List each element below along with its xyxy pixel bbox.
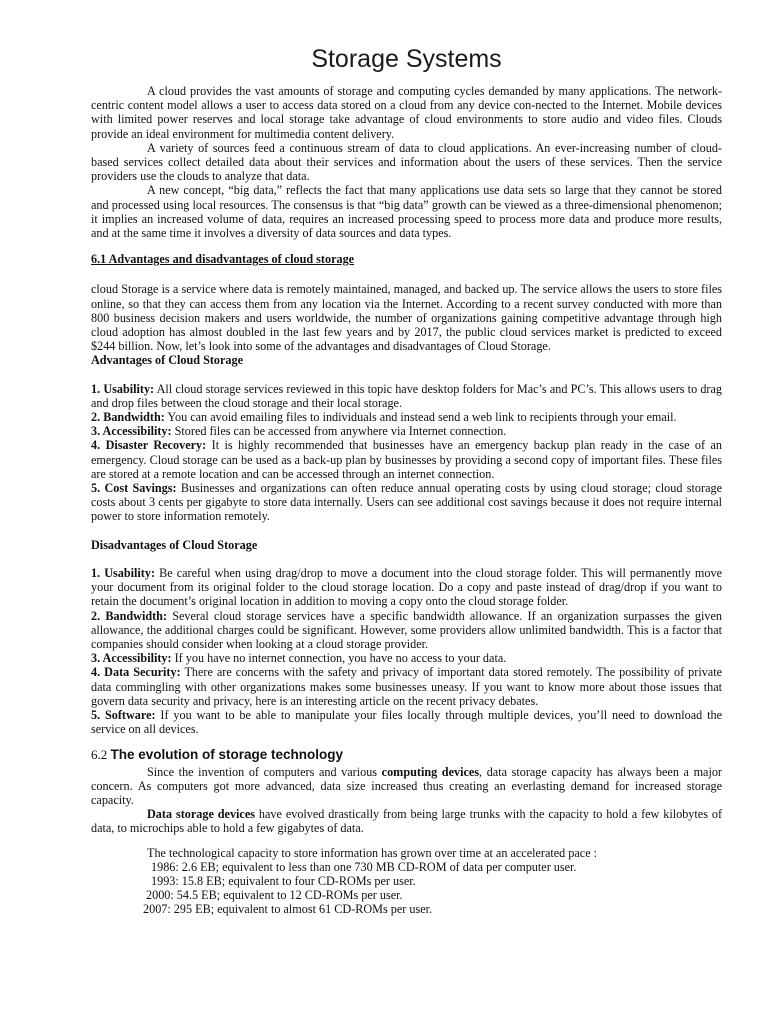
section-6-1-heading: 6.1 Advantages and disadvantages of cloud storage <box>91 252 355 267</box>
disadvantage-item <box>91 609 722 652</box>
section-6-2-paragraph-1 <box>91 765 722 808</box>
capacity-item: 2000: 54.5 EB; equivalent to 12 CD-ROMs per user. <box>146 888 403 903</box>
disadvantage-text: Several cloud storage services have a specific bandwidth allowance. If an organization surpasses the given allowance, the additional charges could be significant. However, some providers allow unlimited bandwidth. This is a factor that companies should consider when looking at a cloud storage provider. <box>91 608 723 651</box>
disadvantage-item <box>91 651 722 665</box>
advantage-label: 1. Usability: <box>91 381 155 396</box>
document-page <box>91 0 722 917</box>
advantage-item <box>91 438 722 481</box>
page-title: Storage Systems <box>311 45 502 73</box>
disadvantage-item <box>91 665 722 708</box>
capacity-item: 2007: 295 EB; equivalent to almost 61 CD-ROMs per user. <box>143 902 433 917</box>
advantage-text: Businesses and organizations can often reduce annual operating costs by using cloud storage; cloud storage costs about 3 cents per gigabyte to store data internally. Users can see additional cost savings because it does not require internal power to store information remotely. <box>91 481 722 524</box>
advantage-item <box>91 424 722 438</box>
disadvantages-list <box>91 566 722 736</box>
section-6-1-body: cloud Storage is a service where data is remotely maintained, managed, and backed up. The service allows the users to store files online, so that they can access them from any location via the Internet. According to a recent survey conducted with more than 800 business decision makers and users worldwide, the number of organizations gaining competitive advantage through high cloud adoption has almost doubled in the last few years and by 2017, the public cloud services market is predicted to exceed $244 billion. Now, let’s look into some of the advantages and disadvantages of Cloud Storage. <box>91 282 722 354</box>
section-6-2-heading <box>91 748 722 762</box>
disadvantage-label: 2. Bandwidth: <box>91 608 168 623</box>
intro-paragraph-3: A new concept, “big data,” reflects the fact that many applications use data sets so large that they cannot be stored and processed using local resources. The consensus is that “big data” growth can be viewed as a three-dimensional phenomenon; it implies an increased volume of data, requires an increased processing speed to process more data and produce more results, and at the same time it involves a diversity of data sources and data types. <box>91 183 722 241</box>
section-title: The evolution of storage technology <box>110 747 344 763</box>
disadvantage-item <box>91 566 722 609</box>
advantage-text: All cloud storage services reviewed in this topic have desktop folders for Mac’s and PC’s. This allows users to drag and drop files between the cloud storage and their local storage. <box>91 381 722 410</box>
disadvantage-text: If you want to be able to manipulate your files locally through multiple devices, you’ll need to download the service on all devices. <box>91 707 722 737</box>
capacity-list <box>91 860 722 917</box>
disadvantage-label: 5. Software: <box>91 707 156 722</box>
capacity-intro: The technological capacity to store information has grown over time at an accelerated pace : <box>147 845 598 860</box>
advantages-heading: Advantages of Cloud Storage <box>91 353 244 368</box>
spacer <box>91 552 722 566</box>
disadvantage-label: 1. Usability: <box>91 565 156 580</box>
bold-term: computing devices <box>381 764 480 779</box>
advantage-text: You can avoid emailing files to individuals and instead send a web link to recipients through your email. <box>164 410 677 425</box>
advantage-label: 3. Accessibility: <box>91 424 172 439</box>
capacity-item: 1986: 2.6 EB; equivalent to less than one 730 MB CD-ROM of data per computer user. <box>151 859 577 874</box>
disadvantage-item <box>91 708 722 736</box>
spacer <box>91 368 722 382</box>
section-number: 6.2 <box>91 747 108 763</box>
spacer <box>91 524 722 538</box>
advantage-label: 5. Cost Savings: <box>91 481 177 496</box>
disadvantage-text: If you have no internet connection, you have no access to your data. <box>171 651 507 666</box>
disadvantages-heading: Disadvantages of Cloud Storage <box>91 537 258 552</box>
advantages-list <box>91 382 722 524</box>
text-run: , data storage capacity has always been a major concern. As computers got more advanced, data size increased thus creating an everlasting demand for increased storage capacity. <box>91 764 722 807</box>
text-run: have evolved drastically from being large trunks with the capacity to hold a few kilobytes of data, to microchips able to hold a few gigabytes of data. <box>91 807 722 836</box>
section-6-2-paragraph-2 <box>91 807 722 835</box>
disadvantage-label: 3. Accessibility: <box>91 651 172 666</box>
disadvantage-text: Be careful when using drag/drop to move a document into the cloud storage folder. This will permanently move your document from its original folder to the cloud storage location. Do a copy and paste instead of drag/drop if you want to retain the document’s original location in addition to moving a copy onto the cloud storage folder. <box>91 565 722 609</box>
bold-term: Data storage devices <box>147 807 255 822</box>
advantage-text: Stored files can be accessed from anywhere via Internet connection. <box>171 424 507 439</box>
disadvantage-text: There are concerns with the safety and privacy of important data stored remotely. The possibility of private data commingling with other organizations makes some businesses uneasy. If you want to know more about those issues that govern data security and privacy, here is an interesting article on the recent privacy debates. <box>91 665 722 708</box>
advantage-item <box>91 410 722 424</box>
intro-paragraph-1: A cloud provides the vast amounts of storage and computing cycles demanded by many applications. The network-centric content model allows a user to access data stored on a cloud from any device con-nected to the Internet. Mobile devices with limited power reserves and local storage take advantage of cloud environments to store audio and video files. Clouds provide an ideal environment for multimedia content delivery. <box>91 84 722 141</box>
capacity-item: 1993: 15.8 EB; equivalent to four CD-ROMs per user. <box>151 873 416 888</box>
disadvantage-label: 4. Data Security: <box>91 665 181 680</box>
advantage-item <box>91 382 722 410</box>
advantage-item <box>91 481 722 524</box>
advantage-label: 2. Bandwidth: <box>91 410 165 425</box>
advantage-label: 4. Disaster Recovery: <box>91 438 207 453</box>
text-run: Since the invention of computers and various <box>147 764 382 779</box>
intro-paragraph-2: A variety of sources feed a continuous stream of data to cloud applications. An ever-increasing number of cloud-based services collect detailed data about their services and information about the users of these services. Then the service providers use the clouds to analyze that data. <box>91 140 722 184</box>
advantage-text: It is highly recommended that businesses have an emergency backup plan ready in the case of an emergency. Cloud storage can be used as a back-up plan by businesses by providing a second copy of important files. These files are stored at a remote location and can be accessed through an internet connection. <box>91 438 723 481</box>
